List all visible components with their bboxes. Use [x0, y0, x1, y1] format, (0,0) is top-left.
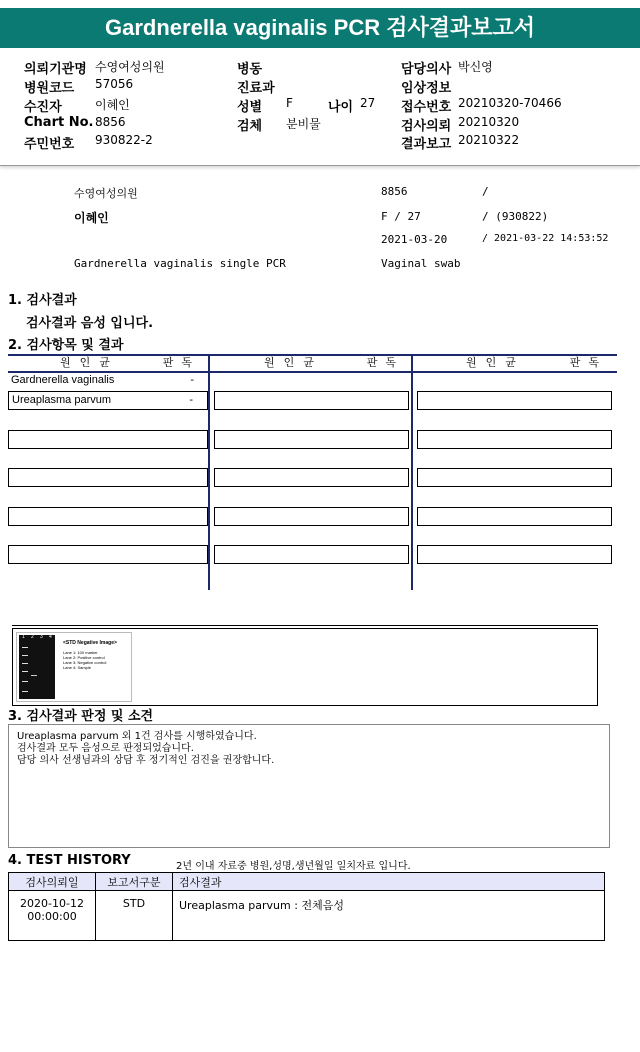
- history-col-result: 검사결과: [173, 873, 605, 891]
- gel-lane-number: 4: [49, 634, 52, 640]
- history-table: [8, 872, 605, 941]
- summary-name: 이혜인: [74, 211, 109, 225]
- result-grid: [8, 354, 617, 590]
- result-empty-box: [417, 507, 612, 526]
- label-report-date: 결과보고: [401, 137, 452, 152]
- label-age: 나이: [328, 100, 354, 115]
- gel-band: [22, 671, 28, 672]
- result-empty-box: [8, 545, 208, 564]
- label-chart-no: Chart No.: [24, 115, 94, 130]
- section1-title: 1. 검사결과: [8, 293, 77, 308]
- section3-title: 3. 검사결과 판정 및 소견: [8, 709, 154, 724]
- gel-lane-label: Lane 1: 100 marker: [63, 650, 98, 655]
- history-header-row: [9, 873, 605, 891]
- value-receipt-no: 20210320-70466: [458, 96, 562, 110]
- col-header-judgment: 판독: [162, 356, 200, 369]
- value-institution: 수영여성의원: [95, 60, 165, 74]
- summary-chart: 8856: [381, 185, 408, 198]
- col-header-judgment: 판독: [569, 356, 607, 369]
- label-hospital-code: 병원코드: [24, 81, 75, 96]
- gel-band: [22, 663, 28, 664]
- result-item-gardnerella: [8, 372, 208, 391]
- opinion-line: Ureaplasma parvum 외 1건 검사를 시행하였습니다.: [17, 731, 257, 742]
- gel-band: [22, 691, 28, 692]
- history-col-type: 보고서구분: [96, 873, 173, 891]
- summary-birth: / (930822): [482, 210, 549, 223]
- result-empty-box: [417, 468, 612, 487]
- opinion-box: [8, 724, 610, 848]
- label-request-date: 검사의뢰: [401, 119, 452, 134]
- value-request-date: 20210320: [458, 115, 520, 129]
- label-resident-no: 주민번호: [24, 137, 75, 152]
- label-ward: 병동: [237, 62, 263, 77]
- gel-background: [19, 635, 55, 699]
- history-col-date: 검사의뢰일: [9, 873, 96, 891]
- pathogen-name: Gardnerella vaginalis: [11, 374, 115, 386]
- label-clinical-info: 임상정보: [401, 81, 452, 96]
- result-empty-box: [417, 391, 612, 410]
- section2-title: 2. 검사항목 및 결과: [8, 338, 124, 353]
- value-hospital-code: 57056: [95, 77, 134, 91]
- result-empty-box: [8, 430, 208, 449]
- col-header-1: [8, 354, 210, 372]
- summary-date-reported: / 2021-03-22 14:53:52: [482, 233, 609, 244]
- label-receipt-no: 접수번호: [401, 100, 452, 115]
- grid-divider-2: [411, 354, 413, 590]
- col-header-pathogen: 원인균: [466, 356, 525, 369]
- value-doctor: 박신영: [458, 60, 493, 74]
- summary-specimen: Vaginal swab: [381, 257, 461, 270]
- gel-band: [31, 675, 37, 676]
- gel-band: [22, 647, 28, 648]
- label-patient: 수진자: [24, 100, 62, 115]
- opinion-line: 담당 의사 선생님과의 상담 후 정기적인 검진을 권장합니다.: [17, 755, 275, 766]
- history-date: 2020-10-12: [20, 897, 84, 910]
- pathogen-result: -: [189, 394, 193, 406]
- summary-sex-age: F / 27: [381, 210, 421, 223]
- summary-date-received: 2021-03-20: [381, 233, 448, 246]
- gel-lane-label: Lane 3: Negative control: [63, 660, 107, 665]
- section4-title: 4. TEST HISTORY: [8, 853, 131, 868]
- col-header-pathogen: 원인균: [264, 356, 323, 369]
- result-empty-box: [214, 391, 409, 410]
- patient-info-panel: [0, 52, 640, 166]
- gel-lane-number: 1: [22, 634, 25, 640]
- result-item-ureaplasma: [8, 391, 208, 410]
- grid-divider-1: [208, 354, 210, 590]
- gel-electrophoresis-image: [16, 632, 132, 702]
- report-title: Gardnerella vaginalis PCR 검사결과보고서: [0, 8, 640, 48]
- history-type: STD: [96, 891, 173, 941]
- gel-lane-number: 3: [40, 634, 43, 640]
- value-age: 27: [360, 96, 376, 110]
- col-header-pathogen: 원인균: [60, 356, 119, 369]
- col-header-3: [414, 354, 617, 372]
- section1-result-text: 검사결과 음성 입니다.: [26, 316, 154, 331]
- table-row: [9, 891, 605, 941]
- gel-lane-label: Lane 4: Sample: [63, 665, 92, 670]
- col-header-2: [212, 354, 414, 372]
- label-department: 진료과: [237, 81, 275, 96]
- summary-slash: /: [482, 185, 489, 198]
- value-chart-no: 8856: [95, 115, 126, 129]
- gel-band: [22, 655, 28, 656]
- result-empty-box: [214, 430, 409, 449]
- result-empty-box: [417, 430, 612, 449]
- result-empty-box: [214, 545, 409, 564]
- label-doctor: 담당의사: [401, 62, 452, 77]
- gel-lane-label: Lane 2: Positive control: [63, 655, 105, 660]
- label-specimen: 검체: [237, 119, 263, 134]
- gel-title: <STD Negative Image>: [63, 640, 117, 646]
- gel-lane-number: 2: [31, 634, 34, 640]
- history-date-cell: [9, 891, 96, 941]
- value-patient: 이혜인: [95, 98, 130, 112]
- result-empty-box: [214, 468, 409, 487]
- gel-divider: [12, 625, 598, 626]
- gel-image-panel: [12, 628, 598, 706]
- section4-note: 2년 이내 자료중 병원,성명,생년월일 일치자료 입니다.: [176, 861, 411, 872]
- value-sex: F: [286, 96, 293, 110]
- result-empty-box: [8, 507, 208, 526]
- gel-band: [22, 681, 28, 682]
- result-empty-box: [214, 507, 409, 526]
- result-empty-box: [8, 468, 208, 487]
- label-institution: 의뢰기관명: [24, 62, 87, 77]
- pathogen-result: -: [190, 374, 194, 386]
- value-resident-no: 930822-2: [95, 133, 153, 147]
- history-time: 00:00:00: [27, 910, 77, 923]
- value-report-date: 20210322: [458, 133, 520, 147]
- result-empty-box: [417, 545, 612, 564]
- value-specimen: 분비물: [286, 117, 321, 131]
- pathogen-name: Ureaplasma parvum: [12, 394, 112, 406]
- label-sex: 성별: [237, 100, 263, 115]
- opinion-line: 검사결과 모두 음성으로 판정되었습니다.: [17, 743, 194, 754]
- history-result: Ureaplasma parvum : 전체음성: [173, 891, 605, 941]
- summary-institution: 수영여성의원: [74, 187, 138, 200]
- summary-test-name: Gardnerella vaginalis single PCR: [74, 257, 286, 270]
- col-header-judgment: 판독: [366, 356, 404, 369]
